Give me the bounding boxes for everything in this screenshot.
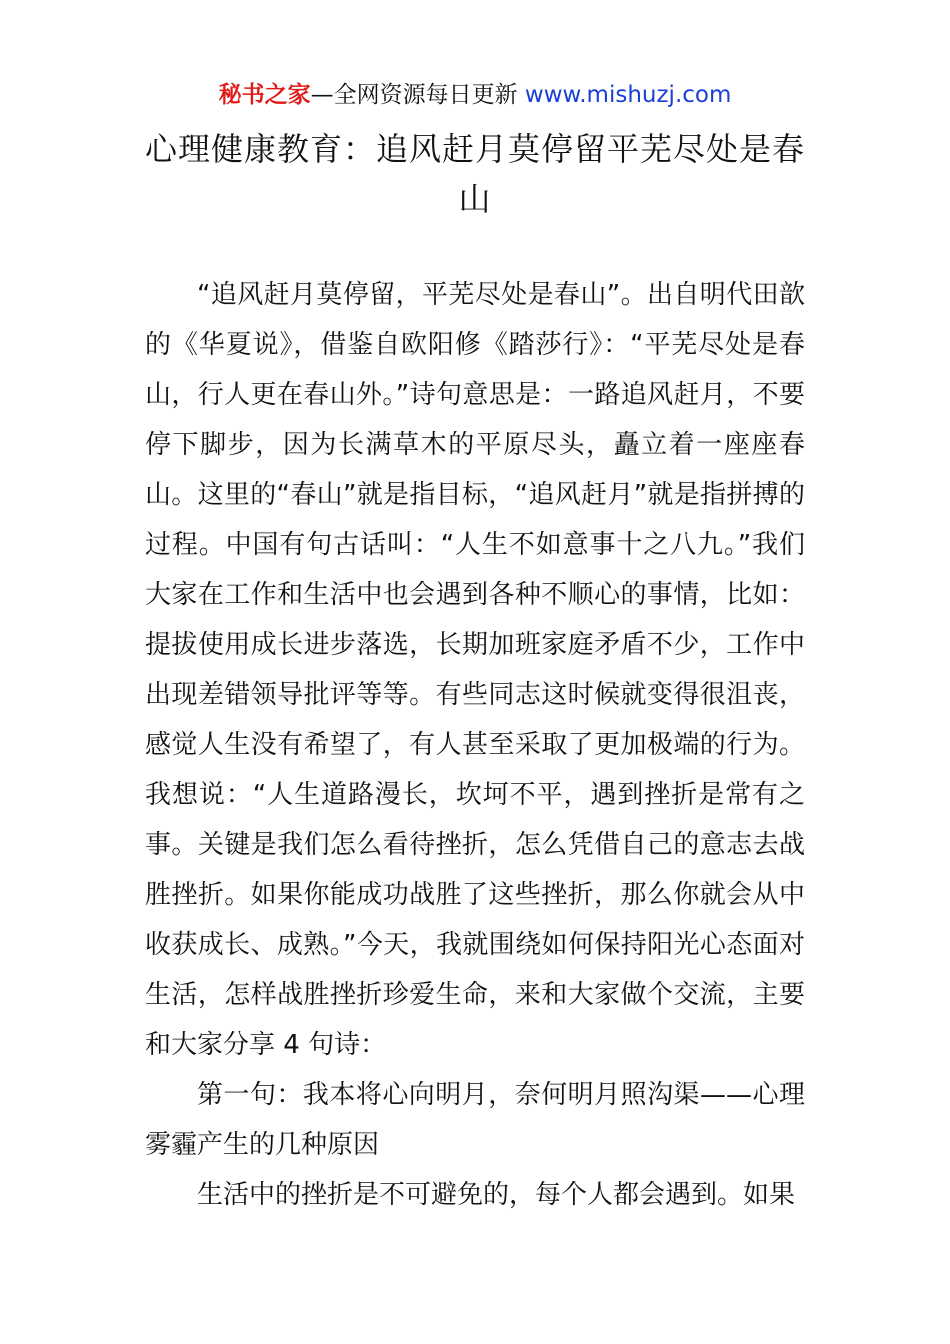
paragraph-section-heading: 第一句：我本将心向明月，奈何明月照沟渠——心理雾霾产生的几种原因	[145, 1080, 805, 1160]
site-brand: 秘书之家	[218, 82, 311, 108]
site-header	[0, 78, 950, 112]
paragraph-intro: “追风赶月莫停留，平芜尽处是春山”。出自明代田歆的《华夏说》，借鉴自欧阳修《踏莎行》：“平芜尽处是春山，行人更在春山外。”诗句意思是：一路追风赶月，不要停下脚步，因为长满草木的平原尽头，矗立着一座座春山。这里的“春山”就是指目标，“追风赶月”就是指拼搏的过程。中国有句古话叫：“人生不如意事十之八九。”我们大家在工作和生活中也会遇到各种不顺心的事情，比如：提拔使用成长进步落选，长期加班家庭矛盾不少，工作中出现差错领导批评等等。有些同志这时候就变得很沮丧，感觉人生没有希望了，有人甚至采取了更加极端的行为。我想说：“人生道路漫长，坎坷不平，遇到挫折是常有之事。关键是我们怎么看待挫折，怎么凭借自己的意志去战胜挫折。如果你能成功战胜了这些挫折，那么你就会从中收获成长、成熟。”今天，我就围绕如何保持阳光心态面对生活，怎样战胜挫折珍爱生命，来和大家做个交流，主要和大家分享 4 句诗：	[145, 280, 805, 1060]
document-body	[145, 270, 805, 1220]
paragraph-body: 生活中的挫折是不可避免的，每个人都会遇到。如果	[197, 1180, 796, 1210]
document-title: 心理健康教育：追风赶月莫停留平芜尽处是春山	[145, 130, 806, 218]
site-tagline: —全网资源每日更新	[310, 82, 518, 108]
site-url-link[interactable]: www.mishuzj.com	[524, 82, 732, 108]
